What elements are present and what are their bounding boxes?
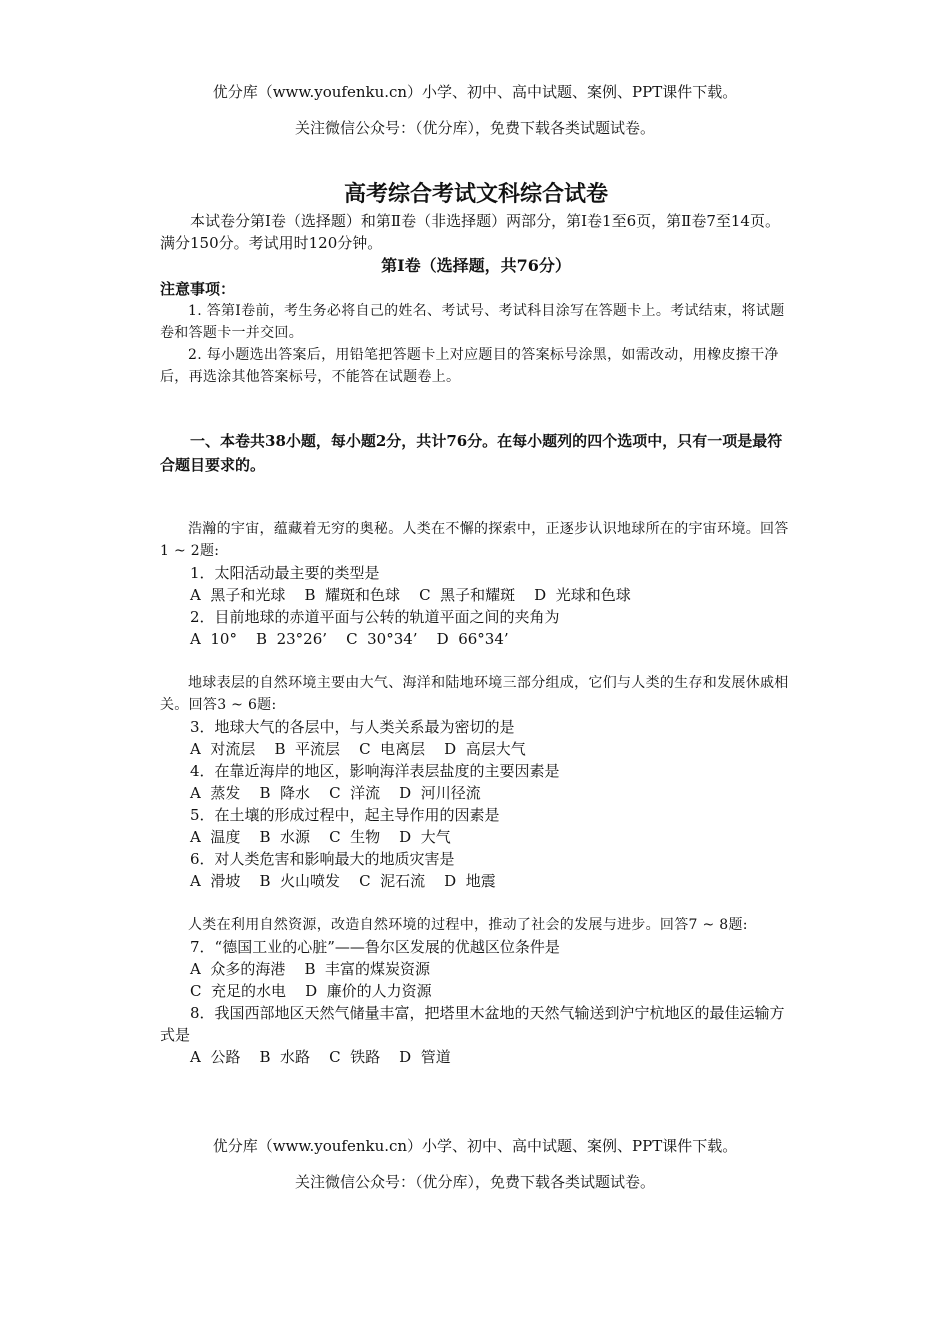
- note-2: 2. 每小题选出答案后，用铅笔把答题卡上对应题目的答案标号涂黑，如需改动，用橡皮擦干净后，再选涂其他答案标号，不能答在试题卷上。: [160, 347, 779, 385]
- passage-2: 地球表层的自然环境主要由大气、海洋和陆地环境三部分组成，它们与人类的生存和发展休戚相关。回答3 ~ 6题:: [160, 675, 789, 713]
- question-8-options: A 公路 B 水路 C 铁路 D 管道: [190, 1048, 451, 1066]
- intro-paragraph: 本试卷分第Ⅰ卷（选择题）和第Ⅱ卷（非选择题）两部分，第Ⅰ卷1至6页，第Ⅱ卷7至14页。满分150分。考试用时120分钟。: [160, 212, 780, 252]
- question-6-options: A 滑坡 B 火山喷发 C 泥石流 D 地震: [190, 872, 496, 890]
- question-1: 1．太阳活动最主要的类型是: [190, 564, 380, 582]
- document-body: [160, 178, 792, 1068]
- notes-label: 注意事项：: [160, 280, 236, 298]
- page-title: 高考综合考试文科综合试卷: [343, 181, 608, 207]
- footer-line-1: 优分库（www.youfenku.cn）小学、初中、高中试题、案例、PPT课件下载。: [212, 1137, 738, 1155]
- question-5-options: A 温度 B 水源 C 生物 D 大气: [190, 828, 451, 846]
- section-1-heading: 一、本卷共38小题，每小题2分，共计76分。在每小题列的四个选项中，只有一项是最符合题目要求的。: [160, 432, 783, 474]
- question-6: 6．对人类危害和影响最大的地质灾害是: [190, 850, 455, 868]
- question-2: 2．目前地球的赤道平面与公转的轨道平面之间的夹角为: [190, 608, 560, 626]
- question-3: 3．地球大气的各层中，与人类关系最为密切的是: [190, 718, 515, 736]
- part1-title: 第Ⅰ卷（选择题，共76分）: [381, 256, 571, 275]
- question-2-options: A 10° B 23°26’ C 30°34’ D 66°34’: [190, 630, 509, 648]
- question-3-options: A 对流层 B 平流层 C 电离层 D 高层大气: [190, 740, 526, 758]
- question-5: 5．在土壤的形成过程中，起主导作用的因素是: [190, 806, 500, 824]
- note-1: 1. 答第Ⅰ卷前，考生务必将自己的姓名、考试号、考试科目涂写在答题卡上。考试结束，将试题卷和答题卡一并交回。: [160, 303, 785, 341]
- footer-line-2: 关注微信公众号：（优分库），免费下载各类试题试卷。: [294, 1173, 655, 1191]
- question-7: 7．“德国工业的心脏”——鲁尔区发展的优越区位条件是: [190, 938, 560, 956]
- question-7-options-b: C 充足的水电 D 廉价的人力资源: [190, 982, 432, 1000]
- passage-3: 人类在利用自然资源，改造自然环境的过程中，推动了社会的发展与进步。回答7 ~ 8题:: [188, 917, 748, 933]
- question-8: 8．我国西部地区天然气储量丰富，把塔里木盆地的天然气输送到沪宁杭地区的最佳运输方式是: [160, 1004, 785, 1044]
- header-line-1: 优分库（www.youfenku.cn）小学、初中、高中试题、案例、PPT课件下载。: [212, 83, 738, 101]
- question-1-options: A 黑子和光球 B 耀斑和色球 C 黑子和耀斑 D 光球和色球: [190, 586, 631, 604]
- header-line-2: 关注微信公众号：（优分库），免费下载各类试题试卷。: [294, 119, 655, 137]
- question-7-options-a: A 众多的海港 B 丰富的煤炭资源: [190, 960, 431, 978]
- question-4: 4．在靠近海岸的地区，影响海洋表层盐度的主要因素是: [190, 762, 560, 780]
- passage-1: 浩瀚的宇宙，蕴藏着无穷的奥秘。人类在不懈的探索中，正逐步认识地球所在的宇宙环境。回答1 ~ 2题:: [160, 521, 789, 559]
- question-4-options: A 蒸发 B 降水 C 洋流 D 河川径流: [190, 784, 481, 802]
